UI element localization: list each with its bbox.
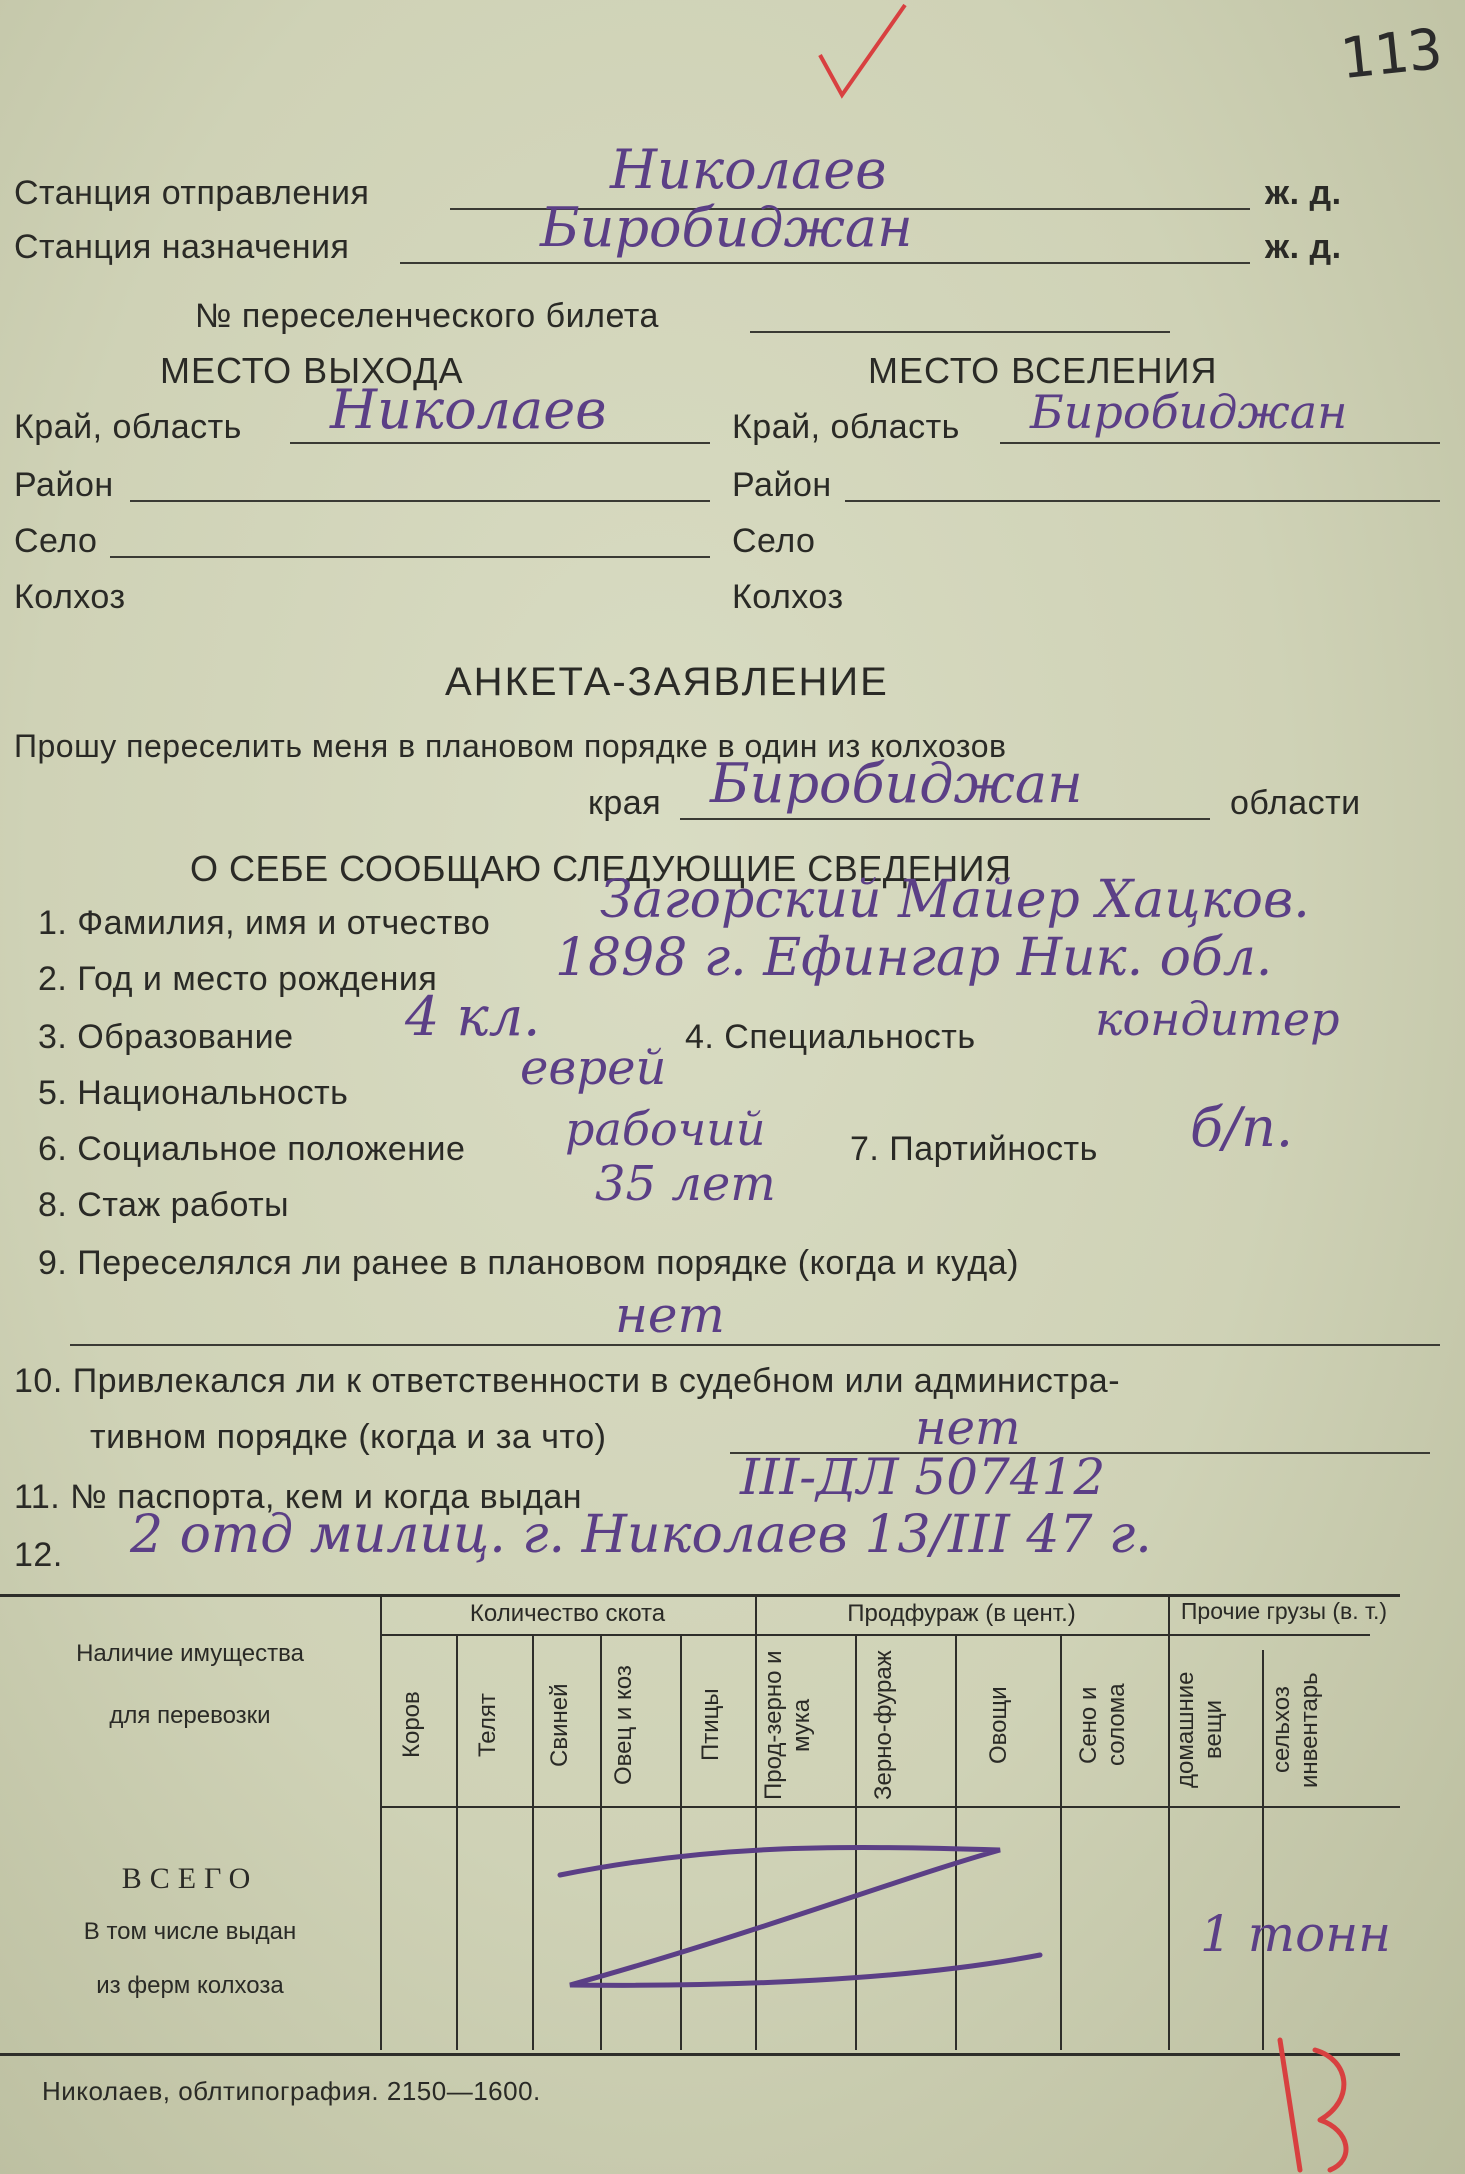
other-value: 1 тонн xyxy=(1200,1905,1392,1963)
table-group-divider xyxy=(380,1634,1370,1636)
destination-line xyxy=(400,262,1250,264)
strike-mark-icon xyxy=(530,1815,1060,2025)
exit-village-line xyxy=(110,556,710,558)
table-vline xyxy=(1168,1594,1170,2050)
col-vegetables: Овощи xyxy=(985,1686,1012,1764)
item-7-value: б/п. xyxy=(1190,1096,1294,1159)
group-other: Прочие грузы (в. т.) xyxy=(1180,1598,1388,1624)
col-poultry: Птицы xyxy=(697,1688,724,1762)
destination-label: Станция назначения xyxy=(14,228,350,266)
sheet-number: 113 xyxy=(1336,16,1446,93)
item-8-label: 8. Стаж работы xyxy=(38,1186,290,1224)
settle-region-label: Край, область xyxy=(732,408,960,446)
item-4-label: 4. Специальность xyxy=(685,1018,976,1056)
table-vline xyxy=(1262,1650,1264,2050)
row-header-line1: Наличие имущества xyxy=(76,1640,304,1667)
item-6-value: рабочий xyxy=(565,1102,766,1156)
item-4-value: кондитер xyxy=(1095,992,1340,1046)
col-calves: Телят xyxy=(474,1693,501,1757)
settle-region-line xyxy=(1000,442,1440,444)
settle-heading: МЕСТО ВСЕЛЕНИЯ xyxy=(868,350,1218,391)
request-line xyxy=(680,818,1210,820)
item-11-label: 11. № паспорта, кем и когда выдан xyxy=(14,1478,583,1516)
item-11-value: III-ДЛ 507412 xyxy=(740,1448,1106,1506)
exit-kolkhoz-label: Колхоз xyxy=(14,578,126,616)
exit-district-label: Район xyxy=(14,466,114,504)
item-5-value: еврей xyxy=(520,1040,667,1096)
item-10-value: нет xyxy=(915,1400,1021,1456)
settle-village-label: Село xyxy=(732,522,816,560)
item-12-value: 2 отд милиц. г. Николаев 13/III 47 г. xyxy=(130,1505,1152,1565)
item-7-label: 7. Партийность xyxy=(850,1130,1098,1168)
request-kraya: края xyxy=(588,784,662,822)
item-9-label: 9. Переселялся ли ранее в плановом порядке (когда и куда) xyxy=(38,1244,1019,1282)
item-10-line1: 10. Привлекался ли к ответственности в судебном или администра- xyxy=(14,1362,1121,1400)
exit-region-line xyxy=(290,442,710,444)
item-9-value: нет xyxy=(615,1286,725,1344)
ticket-line xyxy=(750,331,1170,333)
group-fodder: Продфураж (в цент.) xyxy=(847,1600,1076,1627)
incl-line1: В том числе выдан xyxy=(83,1918,297,1945)
col-hay-straw: Сено и солома xyxy=(1075,1683,1130,1767)
item-8-value: 35 лет xyxy=(595,1156,776,1212)
col-household: домашние вещи xyxy=(1172,1671,1227,1789)
exit-heading: МЕСТО ВЫХОДА xyxy=(160,350,464,391)
table-vline xyxy=(456,1634,458,2050)
item-5-label: 5. Национальность xyxy=(38,1074,349,1112)
incl-line2: из ферм колхоза xyxy=(96,1972,284,1999)
item-12-label: 12. xyxy=(14,1536,63,1574)
item-3-value: 4 кл. xyxy=(405,985,541,1048)
item-2-value: 1898 г. Ефингар Ник. обл. xyxy=(555,928,1273,988)
row-header-line2: для перевозки xyxy=(109,1702,271,1729)
form-title: АНКЕТА-ЗАЯВЛЕНИЕ xyxy=(445,660,889,704)
table-vline xyxy=(1060,1634,1062,2050)
table-vline xyxy=(380,1594,382,2050)
departure-suffix: ж. д. xyxy=(1265,174,1342,212)
settle-district-line xyxy=(845,500,1440,502)
col-sheep-goats: Овец и коз xyxy=(610,1665,637,1785)
departure-label: Станция отправления xyxy=(14,174,370,212)
item-2-label: 2. Год и место рождения xyxy=(38,960,438,998)
departure-value: Николаев xyxy=(610,138,887,201)
request-oblasti: области xyxy=(1230,784,1361,822)
exit-village-label: Село xyxy=(14,522,98,560)
item-9-line xyxy=(70,1344,1440,1346)
section-title: О СЕБЕ СООБЩАЮ СЛЕДУЮЩИЕ СВЕДЕНИЯ xyxy=(190,848,1012,889)
col-pigs: Свиней xyxy=(546,1683,573,1767)
col-cows: Коров xyxy=(398,1691,425,1759)
exit-region-value: Николаев xyxy=(330,378,607,441)
exit-region-label: Край, область xyxy=(14,408,242,446)
destination-suffix: ж. д. xyxy=(1265,228,1342,266)
red-check-icon xyxy=(810,0,920,110)
request-value: Биробиджан xyxy=(710,752,1083,815)
col-grain-flour: Прод-зерно и мука xyxy=(760,1650,815,1800)
group-livestock: Количество скота xyxy=(469,1600,666,1627)
settle-kolkhoz-label: Колхоз xyxy=(732,578,844,616)
ticket-label: № переселенческого билета xyxy=(195,297,659,335)
settle-district-label: Район xyxy=(732,466,832,504)
settle-region-value: Биробиджан xyxy=(1030,385,1348,439)
col-farm-tools: сельхоз инвентарь xyxy=(1268,1672,1323,1788)
request-line1: Прошу переселить меня в плановом порядке в один из колхозов xyxy=(14,728,1007,764)
total-label: ВСЕГО xyxy=(121,1862,259,1895)
exit-district-line xyxy=(130,500,710,502)
printer-footer: Николаев, облтипография. 2150—1600. xyxy=(42,2076,541,2106)
destination-value: Биробиджан xyxy=(540,196,913,259)
item-6-label: 6. Социальное положение xyxy=(38,1130,466,1168)
item-1-label: 1. Фамилия, имя и отчество xyxy=(38,904,491,942)
col-grain-fodder: Зерно-фураж xyxy=(870,1650,897,1800)
item-10-line2: тивном порядке (когда и за что) xyxy=(90,1418,607,1456)
item-1-value: Загорский Майер Хацков. xyxy=(600,870,1310,930)
red-pencil-mark-icon xyxy=(1260,2020,1370,2174)
item-3-label: 3. Образование xyxy=(38,1018,294,1056)
